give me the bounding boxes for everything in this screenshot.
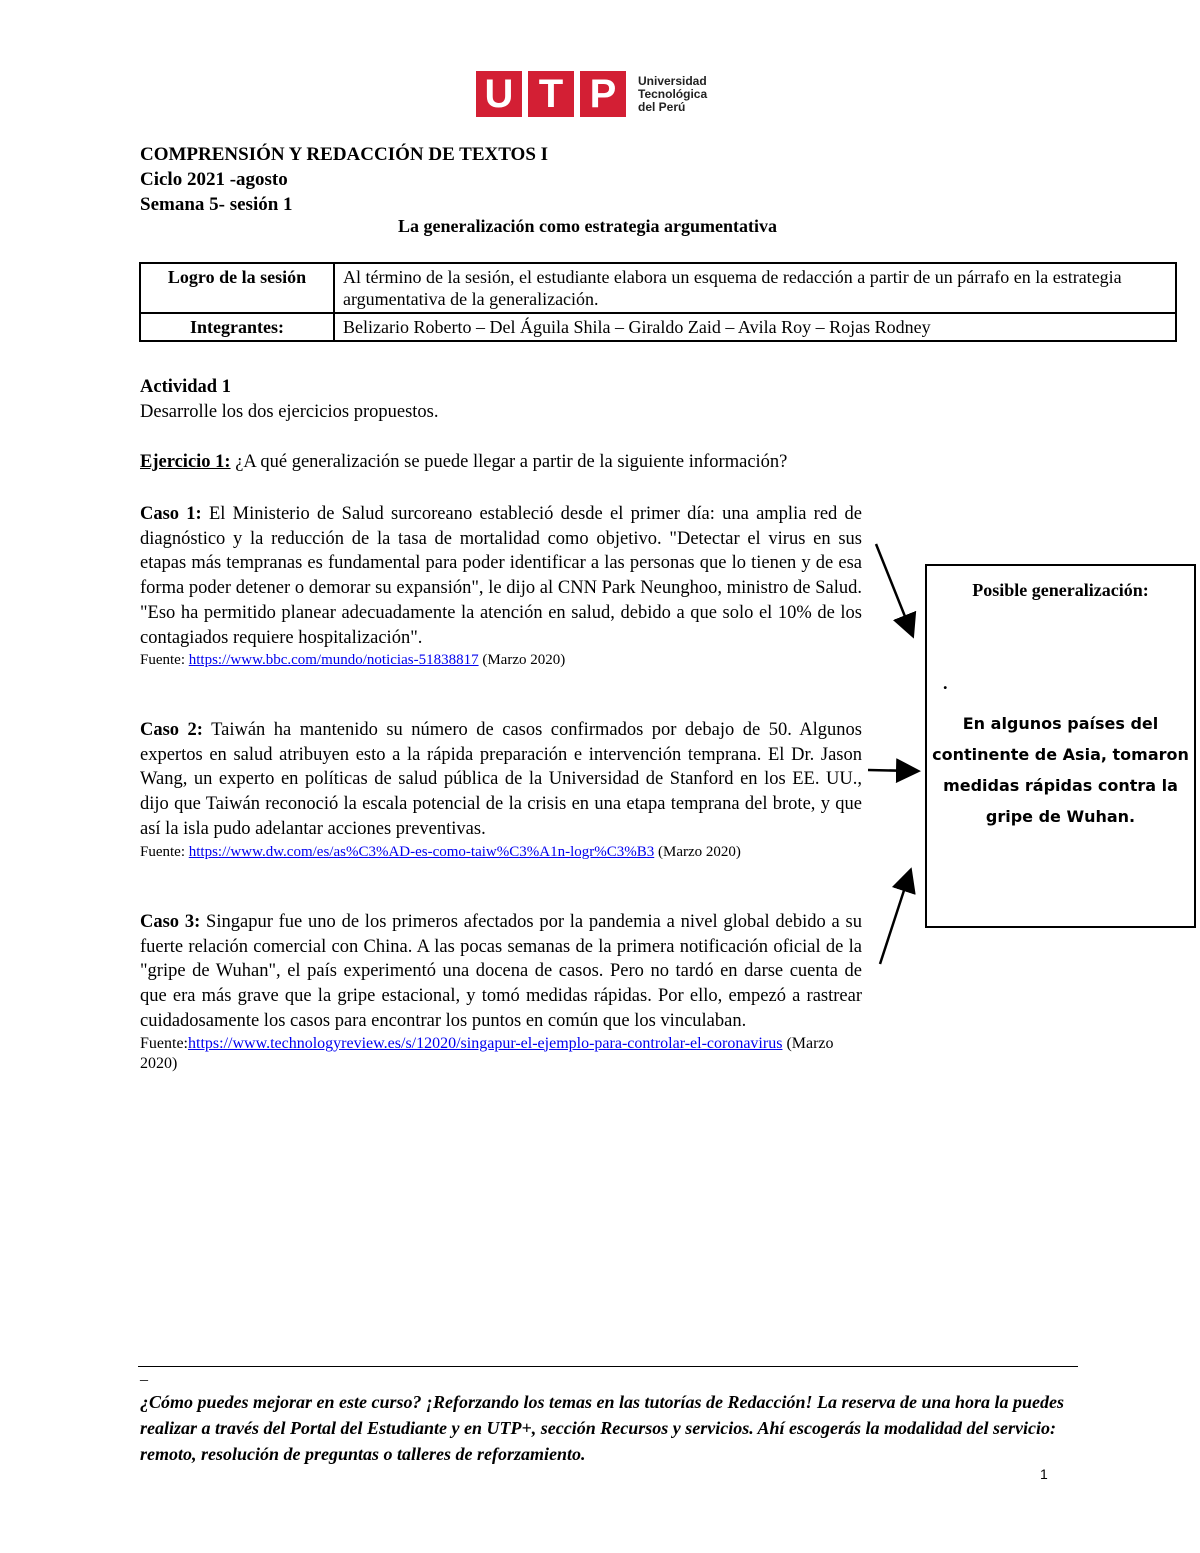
- logo-letter-p: P: [580, 71, 626, 117]
- utp-logo: [476, 68, 707, 120]
- exercise-question-text: ¿A qué generalización se puede llegar a partir de la siguiente información?: [230, 452, 788, 472]
- arrow-case-3: [880, 872, 910, 964]
- case-3-label: Caso 3:: [140, 912, 201, 932]
- members-label: Integrantes:: [140, 313, 334, 341]
- page-number: 1: [1040, 1466, 1048, 1482]
- session-subject: La generalización como estrategia argumentativa: [398, 216, 777, 236]
- footer-divider: [138, 1366, 1078, 1367]
- generalization-answer: En algunos países del continente de Asia, tomaron medidas rápidas contra la gripe de Wuhan.: [932, 714, 1189, 826]
- footer-note: ¿Cómo puedes mejorar en este curso? ¡Reforzando los temas en las tutorías de Redacción! La reserva de una hora la puedes realizar a través del Portal del Estudiante y en UTP+, sección Recursos y servicios. Ahí escogerás la modalidad del servicio: remoto, resolución de preguntas o talleres de reforzamiento.: [140, 1392, 1065, 1464]
- case-1: [140, 502, 862, 670]
- document-header: [140, 142, 548, 217]
- case-1-source: Fuente: https://www.bbc.com/mundo/noticias-51838817 (Marzo 2020): [140, 652, 566, 669]
- activity-title: Actividad 1: [140, 377, 231, 397]
- case-1-label: Caso 1:: [140, 504, 202, 524]
- goal-row: [140, 263, 1176, 313]
- cycle-label: Ciclo 2021 -agosto: [140, 169, 288, 190]
- session-info-table: [139, 262, 1177, 342]
- logo-wordmark: Universidad Tecnológica del Perú: [638, 73, 708, 114]
- goal-label: Logro de la sesión: [140, 263, 334, 313]
- case-1-paragraph: [140, 502, 862, 650]
- generalization-dot: .: [943, 673, 948, 693]
- activity-section: [140, 375, 862, 424]
- arrow-case-2: [868, 770, 916, 771]
- case-2: [140, 718, 862, 862]
- case-2-source-link[interactable]: https://www.dw.com/es/as%C3%AD-es-como-taiw%C3%A1n-logr%C3%B3: [188, 843, 655, 860]
- case-2-label: Caso 2:: [140, 720, 203, 740]
- exercise-question: [140, 450, 880, 475]
- case-3: [140, 910, 862, 1074]
- goal-text: Al término de la sesión, el estudiante elabora un esquema de redacción a partir de un párrafo en la estrategia argumentativa de la generalización.: [334, 263, 1176, 313]
- case-1-text: El Ministerio de Salud surcoreano estableció desde el primer día: una amplia red de diagnóstico y la reducción de la tasa de mortalidad como objetivo. "Detectar el virus en sus etapas más tempranas es fundamental para poder identificar a las personas que lo tienen y de esa forma poder detener o demorar su expansión", le dijo al CNN Park Neunghoo, ministro de Salud. "Eso ha permitido planear adecuadamente la atención en salud, debido a que solo el 10% de los contagiados requiere hospitalización".: [140, 504, 862, 648]
- generalization-box: [925, 564, 1196, 928]
- logo-letter-u: U: [476, 71, 522, 117]
- case-2-paragraph: [140, 718, 862, 842]
- case-2-source: Fuente: https://www.dw.com/es/as%C3%AD-es-como-taiw%C3%A1n-logr%C3%B3 (Marzo 2020): [140, 843, 741, 860]
- case-3-source-link[interactable]: https://www.technologyreview.es/s/12020/singapur-el-ejemplo-para-controlar-el-coronavirus: [188, 1034, 783, 1052]
- generalization-title: Posible generalización:: [972, 580, 1149, 600]
- members-text: Belizario Roberto – Del Águila Shila – Giraldo Zaid – Avila Roy – Rojas Rodney: [334, 313, 1176, 341]
- week-label: Semana 5- sesión 1: [140, 194, 293, 215]
- arrow-case-1: [876, 544, 912, 634]
- footer-dash: _: [140, 1366, 148, 1383]
- logo-letter-t: T: [528, 71, 574, 117]
- connector-arrows: [860, 530, 930, 980]
- members-row: [140, 313, 1176, 341]
- case-3-source: Fuente:https://www.technologyreview.es/s/12020/singapur-el-ejemplo-para-controlar-el-coronavirus (Marzo 2020): [140, 1034, 834, 1072]
- exercise-label: Ejercicio 1:: [140, 452, 231, 472]
- case-2-text: Taiwán ha mantenido su número de casos confirmados por debajo de 50. Algunos expertos en salud atribuyen esto a la rápida preparación e intervención temprana. El Dr. Jason Wang, un experto en políticas de salud pública de la Universidad de Stanford en los EE. UU., dijo que Taiwán reconoció la escala potencial de la crisis en una etapa temprana del brote, y que así la isla pudo adelantar acciones preventivas.: [140, 720, 862, 839]
- case-1-source-link[interactable]: https://www.bbc.com/mundo/noticias-51838817: [188, 652, 479, 669]
- activity-instruction: Desarrolle los dos ejercicios propuestos.: [140, 401, 439, 422]
- case-3-paragraph: [140, 910, 862, 1034]
- case-3-text: Singapur fue uno de los primeros afectados por la pandemia a nivel global debido a su fuerte relación comercial con China. A las pocas semanas de la primera notificación oficial de la "gripe de Wuhan", el país experimentó una docena de casos. Pero no tardó en darse cuenta de que era más grave que la gripe estacional, y tomó medidas rápidas. Por ello, empezó a rastrear cuidadosamente los casos para encontrar los puntos en común que los vinculaban.: [140, 912, 862, 1031]
- course-title: COMPRENSIÓN Y REDACCIÓN DE TEXTOS I: [140, 144, 549, 165]
